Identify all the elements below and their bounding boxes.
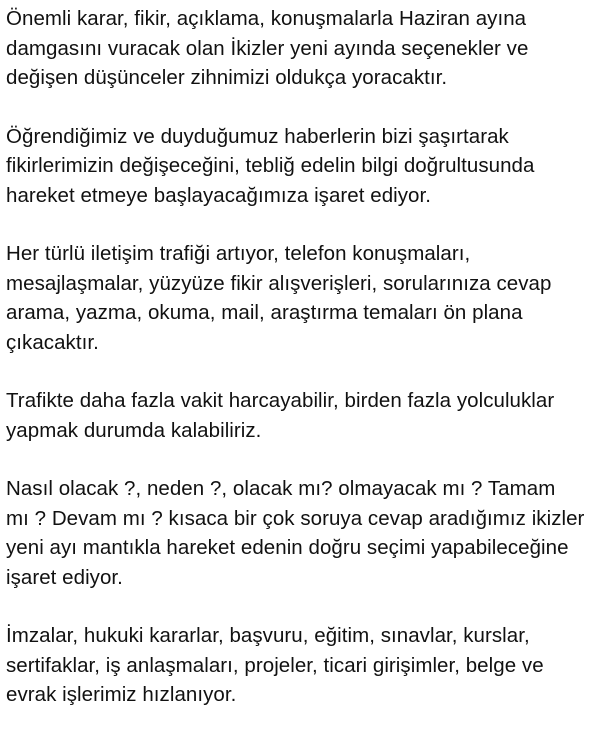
paragraph-line: hareket etmeye başlayacağımıza işaret ediyor.	[6, 183, 431, 207]
paragraph-line: Öğrendiğimiz ve duyduğumuz haberlerin bizi şaşırtarak	[6, 124, 509, 148]
paragraph-line: arama, yazma, okuma, mail, araştırma temaları ön plana	[6, 301, 523, 324]
paragraph-line: işaret ediyor.	[6, 565, 123, 589]
paragraph-line: Trafikte daha fazla vakit harcayabilir, birden fazla yolculuklar	[6, 389, 555, 412]
paragraph-line: evrak işlerimiz hızlanıyor.	[6, 683, 237, 706]
paragraph-line: mı ? Devam mı ? kısaca bir çok soruya cevap aradığımız ikizler	[6, 506, 585, 530]
paragraph-3	[6, 239, 596, 357]
paragraph-line: Önemli karar, fikir, açıklama, konuşmalarla Haziran ayına	[6, 7, 527, 30]
paragraph-line: damgasını vuracak olan İkizler yeni ayında seçenekler ve	[6, 36, 529, 60]
paragraph-line: Nasıl olacak ?, neden ?, olacak mı? olmayacak mı ? Tamam	[6, 477, 556, 500]
paragraph-2	[6, 122, 596, 211]
paragraph-1	[6, 4, 596, 93]
paragraph-line: yeni ayı mantıkla hareket edenin doğru seçimi yapabileceğine	[6, 536, 569, 559]
paragraph-line: çıkacaktır.	[6, 330, 99, 354]
paragraph-5	[6, 474, 596, 592]
paragraph-line: yapmak durumda kalabiliriz.	[6, 418, 262, 442]
paragraph-line: Her türlü iletişim trafiği artıyor, telefon konuşmaları,	[6, 242, 471, 265]
paragraph-line: değişen düşünceler zihnimizi oldukça yoracaktır.	[6, 66, 448, 89]
paragraph-line: sertifaklar, iş anlaşmaları, projeler, ticari girişimler, belge ve	[6, 653, 544, 677]
paragraph-line: fikirlerimizin değişeceğini, tebliğ edelin bilgi doğrultusunda	[6, 154, 535, 177]
paragraph-4	[6, 386, 596, 445]
paragraph-line: İmzalar, hukuki kararlar, başvuru, eğitim, sınavlar, kurslar,	[6, 624, 530, 647]
article-body	[6, 4, 596, 739]
paragraph-6	[6, 621, 596, 710]
paragraph-line: mesajlaşmalar, yüzyüze fikir alışverişleri, sorularınıza cevap	[6, 271, 552, 295]
